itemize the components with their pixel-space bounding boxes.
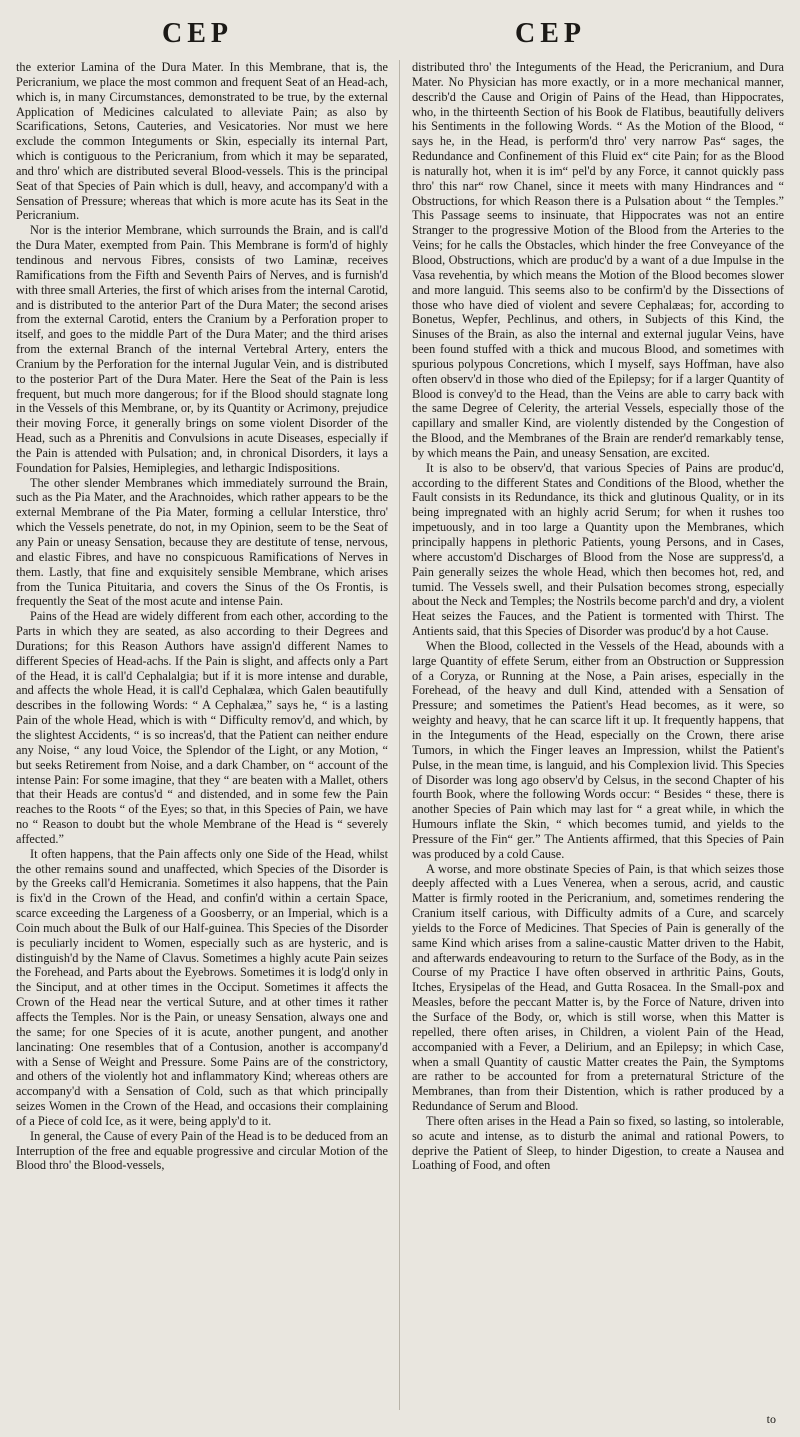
paragraph: The other slender Membranes which immediately surround the Brain, such as the Pia Mater, and the Arachnoides, which rather appears to be the external Membrane of the Pia Mater, forming a cellular Interstice, thro' which the Vessels penetrate, do not, in my Opinion, seem to be the Seat of any Pain or uneasy Sensation, because they are destitute of tense, nervous, and elastic Fibres, and have no conspicuous Ramifications of Nerves in them. Lastly, that fine and exquisitely sensible Membrane, which arises from the Tunica Pituitaria, and covers the Sinus of the Os Frontis, is frequently the Seat of the most acute and intense Pain. [16, 475, 388, 609]
catchword: to [766, 1412, 776, 1426]
paragraph: distributed thro' the Integuments of the Head, the Pericranium, and Dura Mater. No Physician has more exactly, or in a more mechanical manner, describ'd the Cause and Origin of Pains of the Head, than Hippocrates, who, in the thirteenth Section of his Book de Flatibus, beautifully delivers his Sentiments in the following Words. “ As the Motion of the Blood, “ says he, in the Head, is perform'd thro' very narrow Pas“ sages, the Redundance and Confinement of this Fluid ex“ cite Pain; for as the Blood is naturally hot, when it is im“ pel'd by any Force, it cannot quickly pass thro' this nar“ row Chanel, since it meets with many Hindrances and “ Obstructions, for which Reason there is a Pulsation about “ the Temples.” This Passage seems to insinuate, that Hippocrates was not an entire Stranger to the progressive Motion of the Blood from the Arteries to the Veins; for he calls the Obstacles, which hinder the free Conveyance of the Blood, Obstructions, which are produc'd by a want of a due Impulse in the Vasa revehentia, by which means the Motion of the Blood becomes slower and more languid. This seems also to be confirm'd by the Dissections of those who have died of violent and severe Cephalæas; for, according to Bonetus, Wepfer, Pechlinus, and others, in Subjects of this Kind, the Sinuses of the Brain, as also the internal and external jugular Veins, have been found stuffed with a thick and mucous Blood, and sometimes with spurious polypous Concretions, which I myself, says Hoffman, have also often observ'd in those who died of the Epilepsy; for if a larger Quantity of Blood is convey'd to the Head, than the Veins are able to carry back with the same Degree of Celerity, the arterial Vessels, especially those of the capillary and smaller Kind, are violently distended by the Congestion of the Blood, and the Membranes of the Brain are render'd remarkably tense, by which means the Pain, and uneasy Sensation, are excited. [412, 60, 784, 460]
paragraph: When the Blood, collected in the Vessels of the Head, abounds with a large Quantity of effete Serum, either from an Obstruction or Suppression of a Coryza, or Running at the Nose, a Pain arises, especially in the Forehead, of the heavy and dull Kind, attended with a Sensation of Pressure; and sometimes the Patient's Head becomes, as it were, so weighty and heavy, that he can scarce lift it up. It frequently happens, that in the Integuments of the Head, especially on the Crown, there arise Tumors, in which the Finger leaves an Impression, whilst the Patient's Pulse, in the mean time, is languid, and his Complexion livid. This Species of Disorder was long ago observ'd by Celsus, in the second Chapter of his fourth Book, where the following Words occur: “ Besides “ these, there is another Species of Pain which may last for “ a great while, in which the Humours inflate the Skin, “ which becomes tumid, and yields to the Pressure of the Fin“ ger.” The Antients affirmed, that this Species of Pain was produced by a cold Cause. [412, 638, 784, 861]
left-column [16, 60, 388, 1416]
paragraph: It is also to be observ'd, that various Species of Pains are produc'd, according to the different States and Conditions of the Blood, whether the Fault consists in its Redundance, its thick and glutinous Quality, or in its being impregnated with an highly acrid Serum; for when it rushes too impetuously, and in too large a Quantity upon the Membranes, which principally happens in plethoric Patients, young Persons, and in Cases, where accustom'd Discharges of Blood from the Nose are suppress'd, a Pain generally seizes the whole Head, which then becomes hot, red, and tumid. The Vessels swell, and their Pulsation becomes strong, especially about the Neck and Temples; the Nostrils become parch'd and dry, a violent Heat seizes the Fauces, and the Patient is tormented with Thirst. The Antients said, that this Species of Disorder was produc'd by a hot Cause. [412, 460, 784, 639]
running-head-left: CEP [162, 18, 233, 49]
paragraph: A worse, and more obstinate Species of Pain, is that which seizes those deeply affected with a Lues Venerea, when a serous, acrid, and caustic Matter is firmly rooted in the Pericranium, and, sometimes rendering the Cranium itself carious, with Difficulty admits of a Cure, and scarcely yields to the Force of Medicines. That Species of Pain is generally of the same Kind which arises from a saline-caustic Matter driven to the Habit, and afterwards endeavouring to return to the Surface of the Body, as in the Course of my Practice I have often observed in arthritic Pains, Gouts, Itches, Erysipelas of the Head, and Gutta Rosacea. In the Small-pox and Measles, before the peccant Matter is, by the Force of Nature, driven into the Surface of the Body, or, which is still worse, when this Matter is repelled, there often arises, in Children, a violent Pain of the Head, accompanied with a Fever, a Delirium, and an Epilepsy; in which Case, when a small Quantity of caustic Matter creates the Pain, the Symptoms are rather to be accounted for from a preternatural Stricture of the Membranes, than from their Distention, which is rather produced by a Redundance of Serum and Blood. [412, 861, 784, 1114]
paragraph: Nor is the interior Membrane, which surrounds the Brain, and is call'd the Dura Mater, exempted from Pain. This Membrane is form'd of highly tendinous and nervous Fibres, consists of two Laminæ, receives Ramifications from the Fifth and Seventh Pairs of Nerves, and is furnish'd with three small Arteries, the first of which arises from the internal Carotid, and is distributed to the anterior Part of the Dura Mater; the second arises from the external Carotid, enters the Cranium by a Perforation proper to itself, and goes to the middle Part of the Dura Mater; and the third arises from the external Branch of the internal Vertebral Artery, enters the Cranium by the Perforation for the internal Jugular Vein, and is distributed to the posterior Part of the Dura Mater. Here the Seat of the Pain is less frequent, but much more dangerous; for if the Blood should stagnate long in the Vessels of this Membrane, or, by its Quantity or Acrimony, prejudice their moving Force, it generally brings on some violent Disorder of the Head, such as a Phrenitis and Convulsions in acute Diseases, especially if the Pain is attended with Pulsation; and, in chronical Disorders, it lays a Foundation for Palsies, Hemiplegies, and lethargic Indispositions. [16, 223, 388, 475]
paragraph: In general, the Cause of every Pain of the Head is to be deduced from an Interruption of the free and equable progressive and circular Motion of the Blood thro' the Blood-vessels, [16, 1128, 388, 1173]
running-head-right: CEP [515, 18, 586, 49]
paragraph: It often happens, that the Pain affects only one Side of the Head, whilst the other remains sound and unaffected, which Species of the Disorder is by the Greeks call'd Hemicrania. Sometimes it also happens, that the Pain is fix'd in the Crown of the Head, and confin'd within a certain Space, scarce exceeding the Largeness of a Goosberry, or an Imperial, which is a Coin much about the Bulk of our Half-guinea. This Species of the Disorder is peculiarly incident to Women, especially such as are hysteric, and is distinguish'd by the Name of Clavus. Sometimes a highly acute Pain seizes the Forehead, and Parts about the Eyebrows. Sometimes it is lodg'd only in the Sinciput, and at other times in the Occiput. Sometimes it affects the Crown of the Head near the vertical Suture, and at other times it rather affects the Temples. Nor is the Pain, or uneasy Sensation, always one and the same; for one Species of it is acute, another pungent, and another lancinating: One resembles that of a Contusion, another is accompany'd with a Sense of Weight and Pressure. Some Pains are of the constrictory, and others of the violently hot and inflammatory Kind; whereas others are accompany'd with a Sensation of Cold, such as that which principally seizes Women in the Crown of the Head, and occasions their complaining of a Piece of cold Ice, as it were, being apply'd to it. [16, 846, 388, 1128]
paragraph: the exterior Lamina of the Dura Mater. In this Membrane, that is, the Pericranium, we place the most common and frequent Seat of an Head-ach, which is, in many Circumstances, demonstrated to be true, by the external Application of Medicines calculated to alleviate Pain; as also by Scarifications, Setons, Cauteries, and Vesicatories. Nor must we here exclude the common Integuments or Skin, especially its internal Part, which is contiguous to the Pericranium, from which it may be separated, and thro' which are distributed several Blood-vessels. This is the principal Seat of that Species of Pain which is dull, heavy, and accompany'd with a Sensation of Pressure; whereas that which is more acute has its Seat in the Pericranium. [16, 60, 388, 223]
paragraph: There often arises in the Head a Pain so fixed, so lasting, so intolerable, so acute and intense, as to disturb the animal and rational Powers, to deprive the Patient of Sleep, to hinder Digestion, to create a Nausea and Loathing of Food, and often [412, 1113, 784, 1173]
column-divider [399, 60, 400, 1410]
paragraph: Pains of the Head are widely different from each other, according to the Parts in which they are seated, as also according to their Degrees and Durations; for this Reason Authors have assign'd different Names to different Species of Head-achs. If the Pain is slight, and affects only a Part of the Head, it is call'd Cephalalgia; but if it is more intense and durable, and affects the whole Head, it is call'd Cephalæa, which Galen beautifully describes in the following Words: “ A Cephalæa,” says he, “ is a lasting Pain of the whole Head, which is with “ Difficulty remov'd, and which, by the slightest Accidents, “ is so increas'd, that the Patient can neither endure any Noise, “ any loud Voice, the Splendor of the Light, or any Motion, “ but seeks Retirement from Noise, and a dark Chamber, on “ account of the intense Pain: For some imagine, that they “ are beaten with a Mallet, others that their Heads are contus'd “ and distended, and in some few the Pain reaches to the Roots “ of the Eyes; so that, in this Species of Pain, we have no “ Reason to doubt but the whole Membrane of the Head is “ severely affected.” [16, 609, 388, 846]
right-column [412, 60, 784, 1416]
